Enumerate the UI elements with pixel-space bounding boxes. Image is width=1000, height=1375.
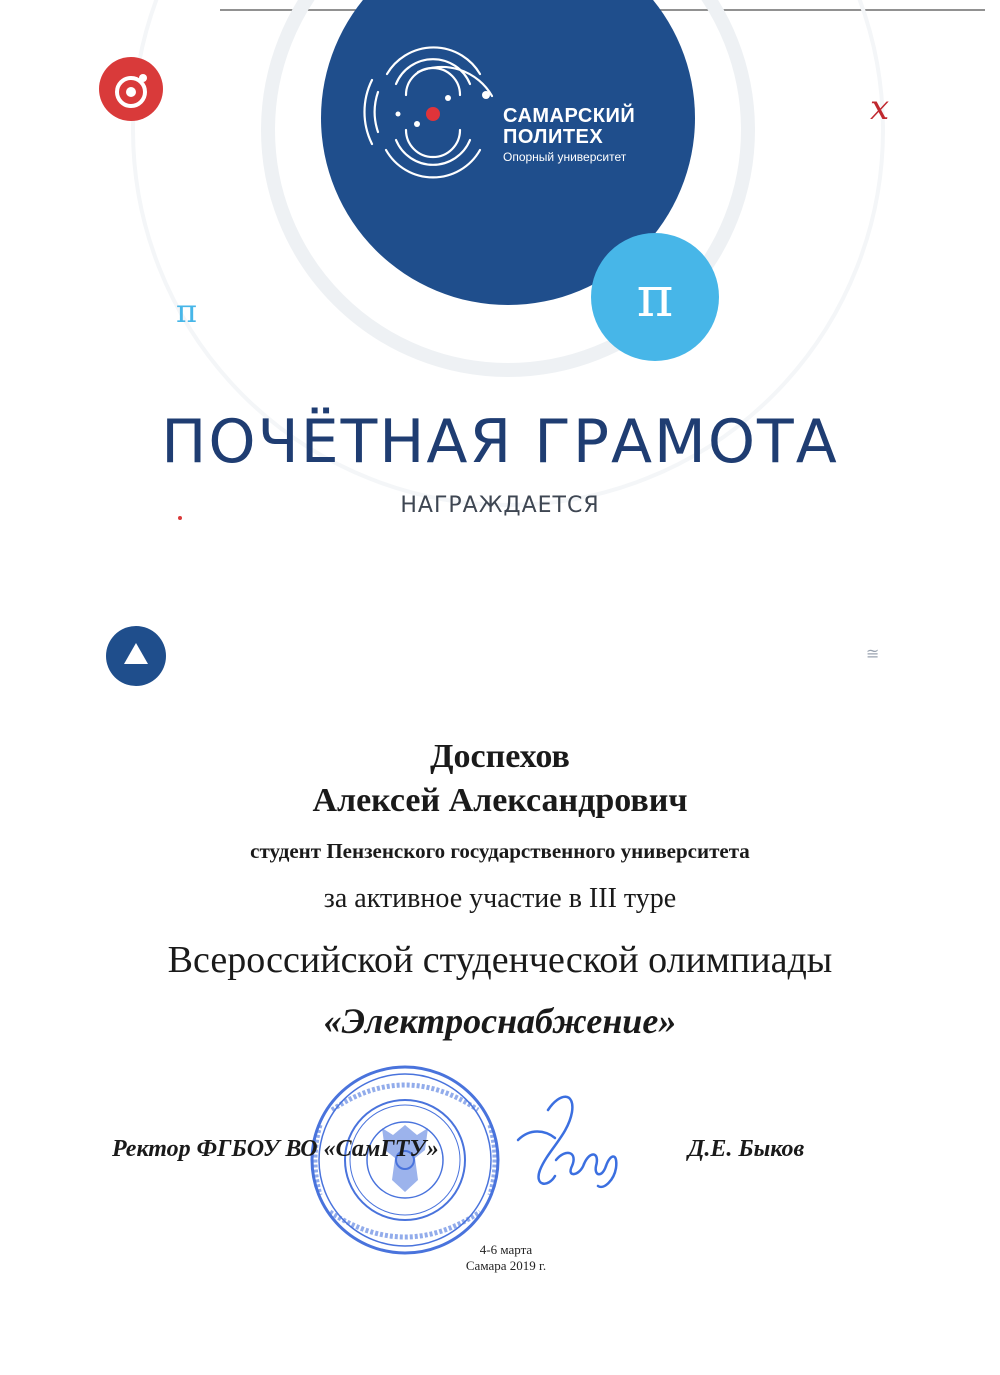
certificate-title: ПОЧЁТНАЯ ГРАМОТА bbox=[161, 407, 839, 477]
logo-name-line-1: САМАРСКИЙ bbox=[503, 105, 636, 127]
recipient-given-names: Алексей Александрович bbox=[312, 782, 688, 819]
handwritten-signature bbox=[518, 1097, 616, 1187]
signer-name: Д.Е. Быков bbox=[688, 1136, 805, 1162]
recipient-surname: Доспехов bbox=[430, 738, 570, 775]
target-icon bbox=[99, 57, 163, 121]
footer-place-year: Самара 2019 г. bbox=[465, 1257, 547, 1273]
rector-title: Ректор ФГБОУ ВО «СамГТУ» bbox=[112, 1136, 439, 1162]
triangle-icon bbox=[106, 626, 166, 686]
pi-large-symbol: π bbox=[636, 265, 674, 330]
olympiad-name: «Электроснабжение» bbox=[323, 1001, 677, 1041]
footer-date-place bbox=[0, 1242, 1000, 1273]
award-reason: за активное участие в III туре bbox=[323, 883, 677, 914]
approx-symbol: ≅ bbox=[866, 644, 880, 663]
logo-name-line-2: ПОЛИТЕХ bbox=[503, 126, 604, 148]
x-symbol: x bbox=[870, 88, 890, 128]
logo-tagline: Опорный университет bbox=[503, 150, 627, 164]
recipient-position: студент Пензенского государственного университета bbox=[250, 839, 750, 863]
awarded-label: НАГРАЖДАЕТСЯ bbox=[400, 493, 600, 518]
footer-dates: 4-6 марта bbox=[479, 1242, 533, 1257]
pi-small-symbol: π bbox=[176, 292, 198, 330]
event-name: Всероссийской студенческой олимпиады bbox=[167, 939, 833, 981]
